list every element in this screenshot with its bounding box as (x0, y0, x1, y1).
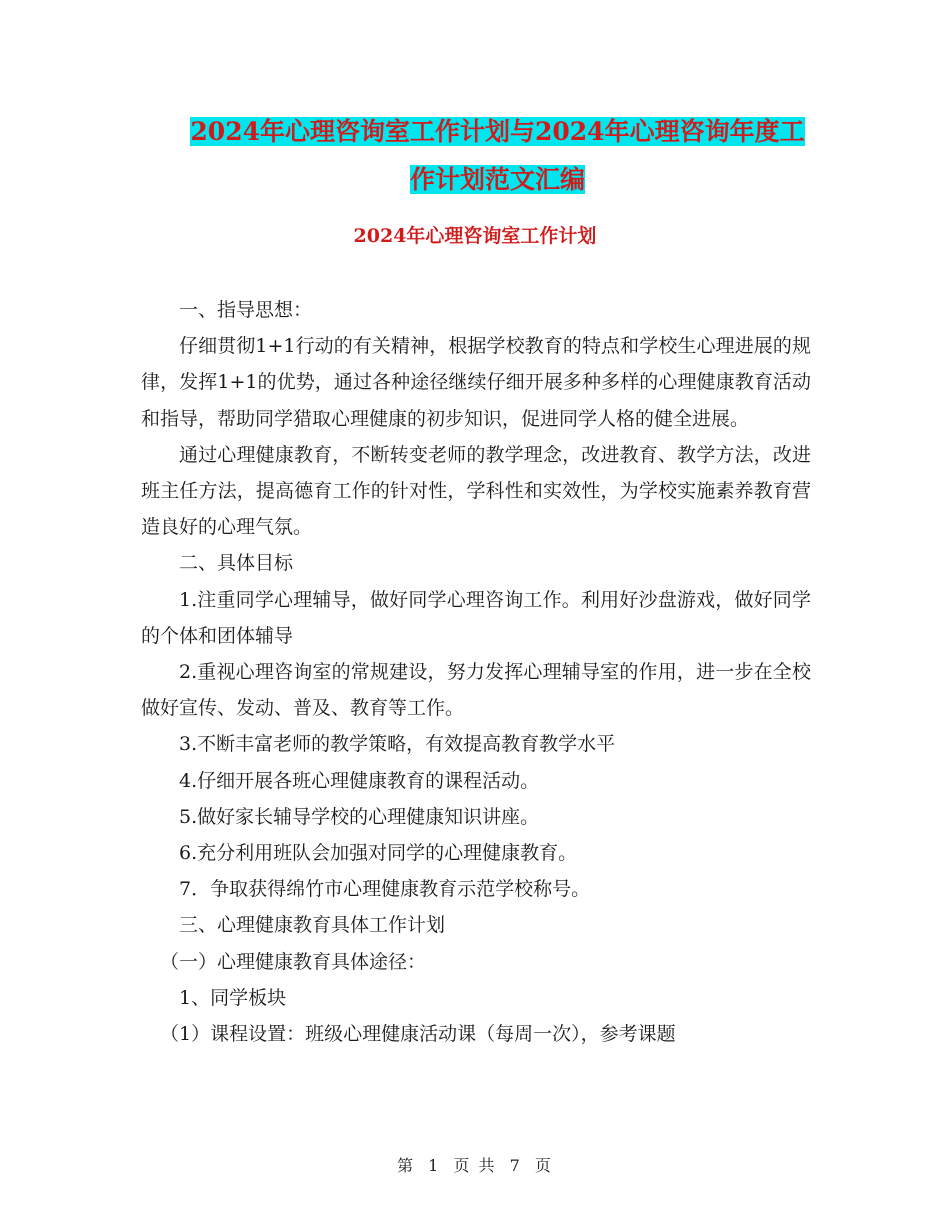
list-item: 4.仔细开展各班心理健康教育的课程活动。 (179, 769, 540, 792)
list-item: 6.充分利用班队会加强对同学的心理健康教育。 (179, 842, 578, 865)
document-body (141, 292, 811, 1052)
title-line-2: 作计划范文汇编 (409, 165, 585, 194)
list-item: 7．争取获得绵竹市心理健康教育示范学校称号。 (179, 878, 591, 901)
footer-prefix: 第 (397, 1156, 416, 1175)
subheading: （一）心理健康教育具体途径： (160, 950, 427, 973)
paragraph: 仔细贯彻1+1行动的有关精神，根据学校教育的特点和学校生心理进展的规律，发挥1+1的优势，通过各种途径继续仔细开展多种多样的心理健康教育活动和指导，帮助同学猎取心理健康的初步知识，促进同学人格的健全进展。 (141, 335, 811, 430)
title-line-1: 2024年心理咨询室工作计划与2024年心理咨询年度工 (190, 117, 805, 146)
paragraph: 通过心理健康教育，不断转变老师的教学理念，改进教育、教学方法，改进班主任方法，提高德育工作的针对性，学科性和实效性，为学校实施素养教育营造良好的心理气氛。 (141, 443, 811, 539)
footer-suffix: 页 (534, 1156, 553, 1175)
document-title (140, 108, 855, 204)
footer-page-number: 1 (428, 1156, 441, 1175)
paragraph-heading-3: 三、心理健康教育具体工作计划 (179, 914, 446, 937)
section-title: 2024年心理咨询室工作计划 (353, 225, 597, 247)
paragraph: （1）课程设置：班级心理健康活动课（每周一次），参考课题 (160, 1023, 676, 1046)
subheading: 1、同学板块 (179, 986, 287, 1009)
list-item: 1.注重同学心理辅导，做好同学心理咨询工作。利用好沙盘游戏，做好同学的个体和团体辅导 (141, 588, 811, 647)
page-footer (0, 1153, 950, 1176)
list-item: 3.不断丰富老师的教学策略，有效提高教育教学水平 (179, 733, 616, 756)
footer-middle: 页 共 (453, 1156, 497, 1175)
list-item: 2.重视心理咨询室的常规建设，努力发挥心理辅导室的作用，进一步在全校做好宣传、发动、普及、教育等工作。 (141, 661, 811, 720)
paragraph-heading-2: 二、具体目标 (179, 552, 294, 575)
paragraph-heading-1: 一、指导思想： (179, 299, 313, 321)
list-item: 5.做好家长辅导学校的心理健康知识讲座。 (179, 805, 540, 828)
footer-total-pages: 7 (509, 1156, 522, 1175)
